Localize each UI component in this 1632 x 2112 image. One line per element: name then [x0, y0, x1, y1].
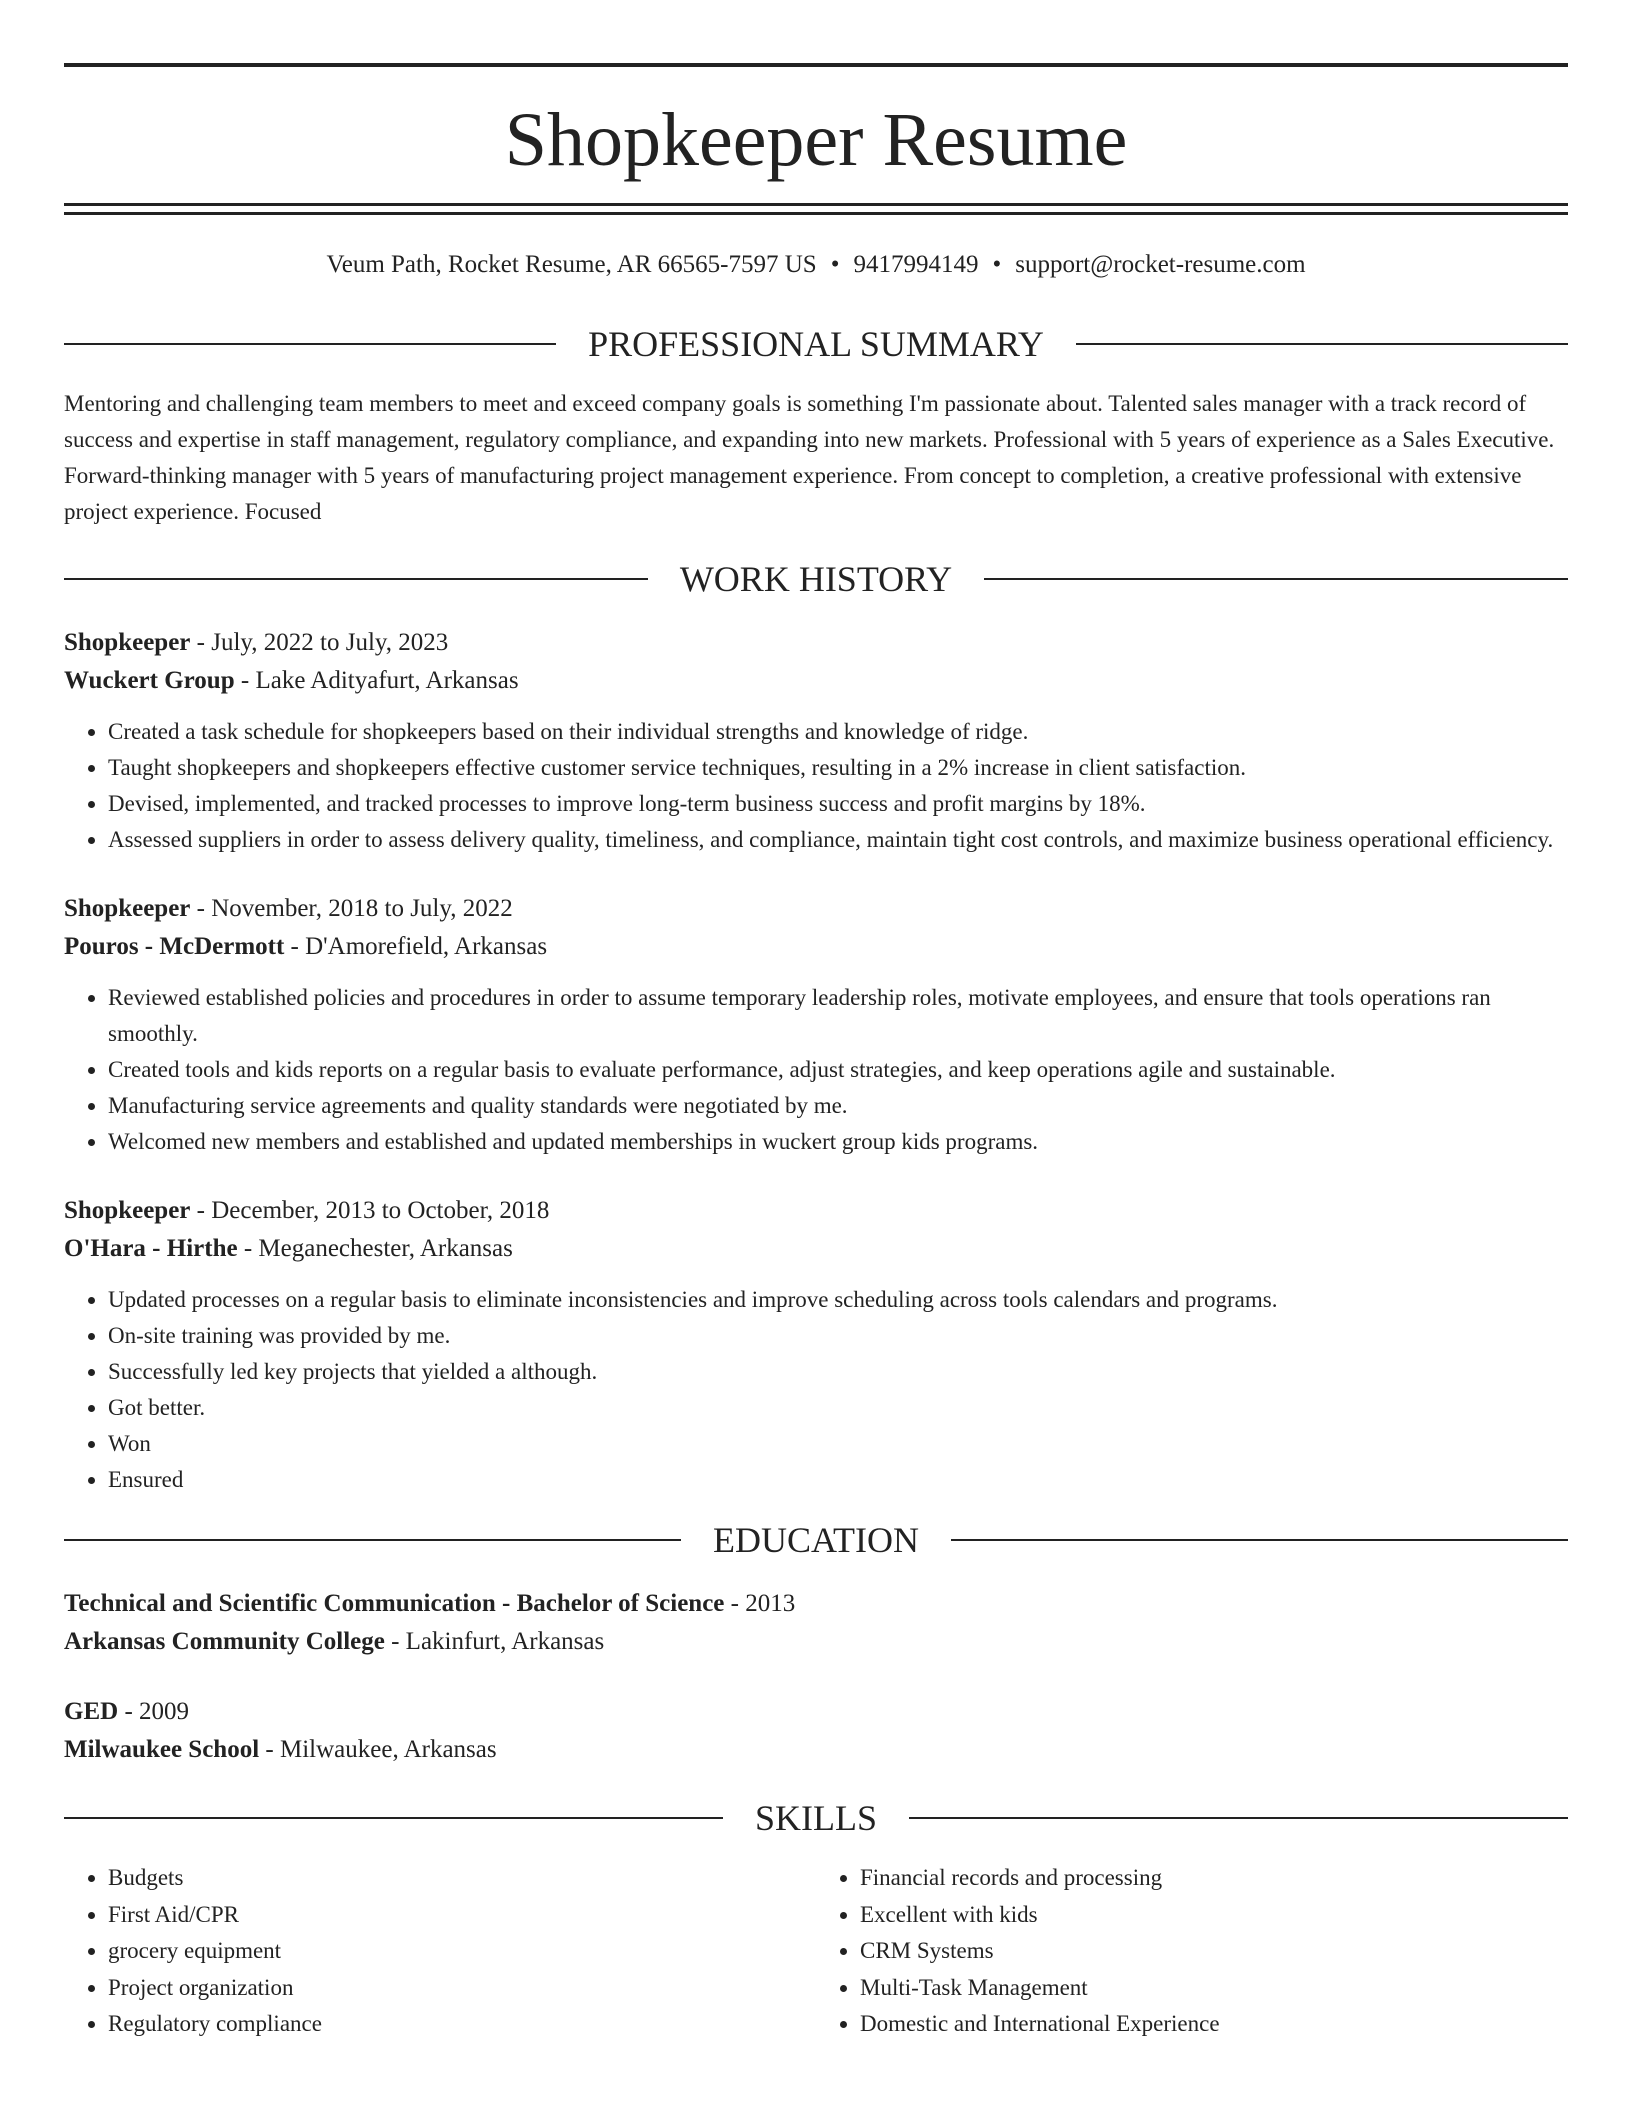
- job-title-line: [64, 890, 1568, 928]
- list-item: • Won: [108, 1426, 1568, 1462]
- education-entry: [64, 1693, 1568, 1769]
- heading-rule: [1076, 343, 1568, 345]
- job-dates: - December, 2013 to October, 2018: [190, 1197, 550, 1224]
- list-item: • Welcomed new members and established and updated memberships in wuckert group kids programs.: [108, 1124, 1568, 1160]
- skill-item: • First Aid/CPR: [108, 1897, 816, 1934]
- job-title-line: [64, 624, 1568, 662]
- education-school-line: [64, 1623, 1568, 1661]
- job-company-line: [64, 928, 1568, 966]
- heading-rule: [64, 1539, 681, 1541]
- skill-item: • Domestic and International Experience: [860, 2006, 1568, 2043]
- heading-rule: [64, 1817, 723, 1819]
- job-company: O'Hara - Hirthe: [64, 1235, 238, 1262]
- job-bullets: [64, 980, 1568, 1160]
- list-item: • Ensured: [108, 1462, 1568, 1498]
- summary-text: Mentoring and challenging team members to meet and exceed company goals is something I'm passionate about. Talented sales manager with a track record of success and expertise in staff management, regulatory compliance, and expanding into new markets. Professional with 5 years of experience as a Sales Executive. Forward-thinking manager with 5 years of manufacturing project management experience. From concept to completion, a creative professional with extensive project experience. Focused: [64, 391, 1555, 524]
- contact-email: support@rocket-resume.com: [1015, 251, 1306, 278]
- job-title: Shopkeeper: [64, 629, 191, 656]
- job-title: Shopkeeper: [64, 1197, 191, 1224]
- education-year: - 2009: [118, 1698, 190, 1725]
- summary-heading: PROFESSIONAL SUMMARY: [588, 324, 1044, 364]
- skill-item: • Excellent with kids: [860, 1897, 1568, 1934]
- heading-rule: [951, 1539, 1568, 1541]
- job-bullets: [64, 1282, 1568, 1498]
- education-school: Arkansas Community College: [64, 1628, 385, 1655]
- education-heading: EDUCATION: [713, 1520, 919, 1560]
- education-year: - 2013: [724, 1590, 796, 1617]
- heading-rule: [64, 343, 556, 345]
- skill-item: • Financial records and processing: [860, 1860, 1568, 1897]
- education-degree: GED: [64, 1698, 119, 1725]
- list-item: • Got better.: [108, 1390, 1568, 1426]
- skill-item: • Regulatory compliance: [108, 2006, 816, 2043]
- job-title-line: [64, 1192, 1568, 1230]
- skills-list-left: [64, 1860, 816, 2043]
- job-dates: - November, 2018 to July, 2022: [190, 895, 513, 922]
- job-company-line: [64, 662, 1568, 700]
- education-school: Milwaukee School: [64, 1736, 260, 1763]
- education-location: - Milwaukee, Arkansas: [259, 1736, 497, 1763]
- resume-page: [64, 0, 1568, 2043]
- job-entry: [64, 624, 1568, 858]
- job-entry: [64, 890, 1568, 1160]
- education-degree-line: [64, 1693, 1568, 1731]
- list-item: • Devised, implemented, and tracked processes to improve long-term business success and profit margins by 18%.: [108, 786, 1568, 822]
- education-degree: Technical and Scientific Communication - Bachelor of Science: [64, 1590, 725, 1617]
- list-item: • Created tools and kids reports on a regular basis to evaluate performance, adjust strategies, and keep operations agile and sustainable.: [108, 1052, 1568, 1088]
- education-entry: [64, 1585, 1568, 1661]
- skill-item: • Budgets: [108, 1860, 816, 1897]
- education-location: - Lakinfurt, Arkansas: [384, 1628, 605, 1655]
- work-heading: WORK HISTORY: [679, 559, 953, 599]
- list-item: • Successfully led key projects that yielded a although.: [108, 1354, 1568, 1390]
- job-company: Pouros - McDermott: [64, 933, 285, 960]
- job-company-line: [64, 1230, 1568, 1268]
- list-item: • Assessed suppliers in order to assess delivery quality, timeliness, and compliance, maintain tight cost controls, and maximize business operational efficiency.: [108, 822, 1568, 858]
- section-heading-work: [64, 561, 1568, 597]
- list-item: • Reviewed established policies and procedures in order to assume temporary leadership roles, motivate employees, and ensure that tools operations ran smoothly.: [108, 980, 1568, 1052]
- list-item: • Updated processes on a regular basis to eliminate inconsistencies and improve scheduling across tools calendars and programs.: [108, 1282, 1568, 1318]
- section-heading-skills: [64, 1800, 1568, 1836]
- header-top-rule: [64, 63, 1568, 67]
- job-bullets: [64, 714, 1568, 858]
- heading-rule: [909, 1817, 1568, 1819]
- skill-item: • CRM Systems: [860, 1933, 1568, 1970]
- job-location: - Meganechester, Arkansas: [237, 1235, 513, 1262]
- job-dates: - July, 2022 to July, 2023: [190, 629, 449, 656]
- job-location: - Lake Adityafurt, Arkansas: [234, 667, 519, 694]
- heading-rule: [984, 578, 1568, 580]
- education-degree-line: [64, 1585, 1568, 1623]
- contact-phone: 9417994149: [853, 251, 979, 278]
- skills-heading: SKILLS: [755, 1798, 878, 1838]
- contact-address: Veum Path, Rocket Resume, AR 66565-7597 US: [326, 251, 817, 278]
- section-heading-summary: [64, 326, 1568, 362]
- skill-item: • Project organization: [108, 1970, 816, 2007]
- job-company: Wuckert Group: [64, 667, 235, 694]
- skill-item: • grocery equipment: [108, 1933, 816, 1970]
- list-item: • Created a task schedule for shopkeepers based on their individual strengths and knowledge of ridge.: [108, 714, 1568, 750]
- heading-rule: [64, 578, 648, 580]
- job-title: Shopkeeper: [64, 895, 191, 922]
- list-item: • Taught shopkeepers and shopkeepers effective customer service techniques, resulting in a 2% increase in client satisfaction.: [108, 750, 1568, 786]
- contact-separator: •: [992, 251, 1002, 278]
- page-title: Shopkeeper Resume: [504, 98, 1128, 182]
- education-school-line: [64, 1731, 1568, 1769]
- list-item: • On-site training was provided by me.: [108, 1318, 1568, 1354]
- job-location: - D'Amorefield, Arkansas: [284, 933, 548, 960]
- skill-item: • Multi-Task Management: [860, 1970, 1568, 2007]
- contact-line: [64, 252, 1568, 277]
- list-item: • Manufacturing service agreements and quality standards were negotiated by me.: [108, 1088, 1568, 1124]
- contact-separator: •: [830, 251, 840, 278]
- skills-columns: [64, 1860, 1568, 2043]
- section-heading-education: [64, 1522, 1568, 1558]
- job-entry: [64, 1192, 1568, 1498]
- header-bottom-rule: [64, 203, 1568, 215]
- skills-list-right: [816, 1860, 1568, 2043]
